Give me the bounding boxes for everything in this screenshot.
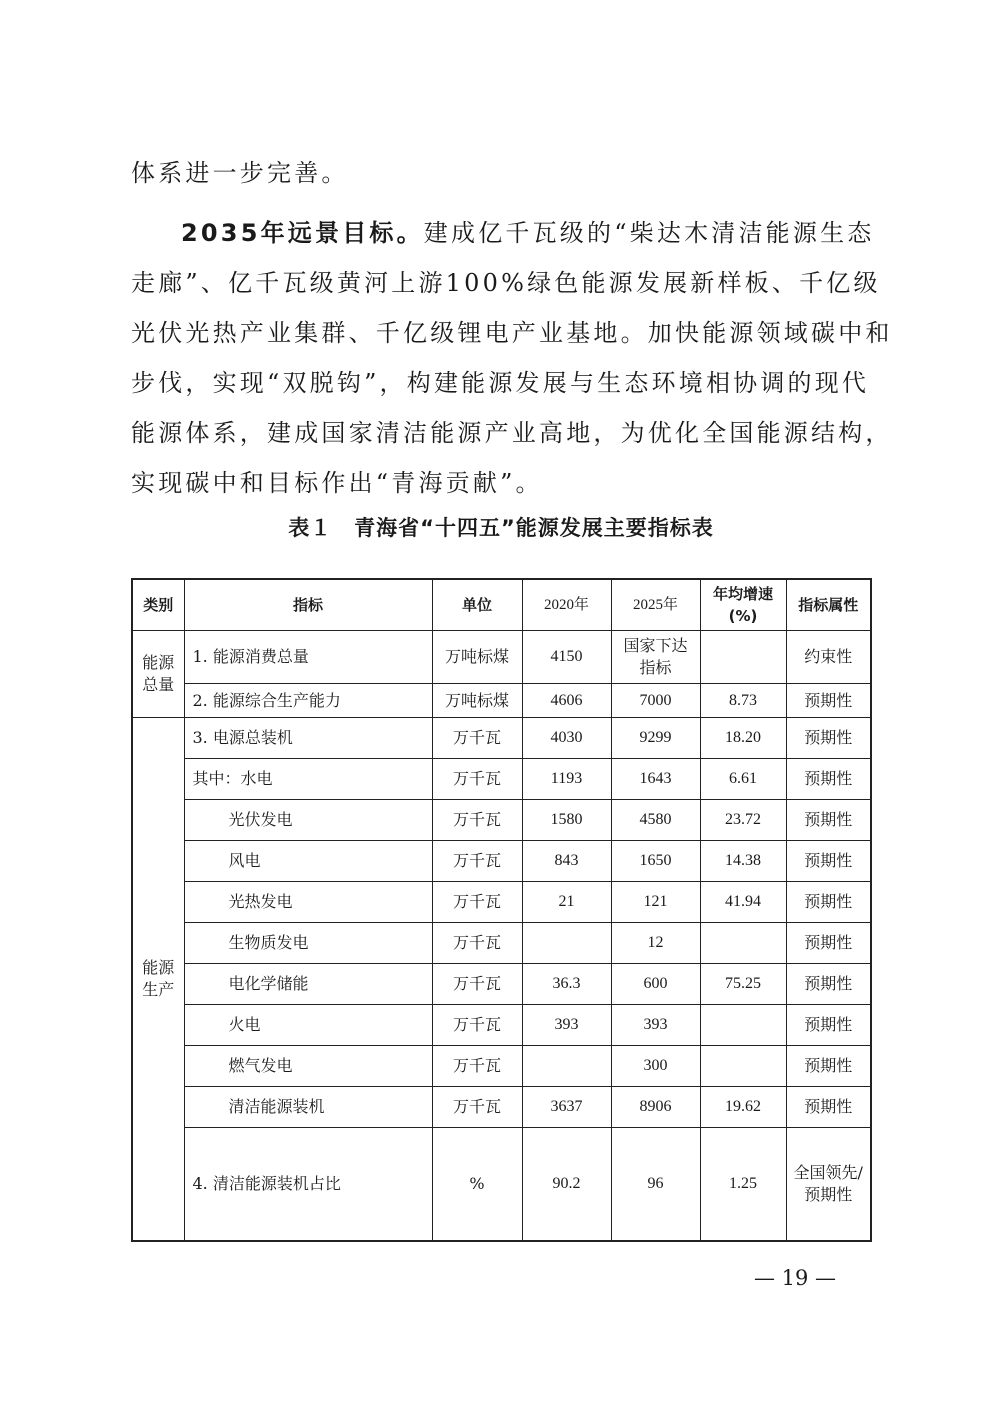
value-2020-cell: 4150: [522, 631, 611, 684]
table-row: [132, 1005, 871, 1046]
indicator-cell: 电化学储能: [184, 964, 432, 1005]
value-2020-cell: 1193: [522, 759, 611, 800]
unit-cell: 万千瓦: [432, 800, 522, 841]
attribute-cell: 预期性: [786, 684, 871, 718]
indicator-cell: 其中：水电: [184, 759, 432, 800]
header-category: 类别: [132, 579, 184, 631]
growth-cell: 75.25: [700, 964, 786, 1005]
growth-cell: 1.25: [700, 1128, 786, 1241]
paragraph-continuation: [131, 148, 871, 198]
text-line: 实现碳中和目标作出“青海贡献”。: [131, 469, 543, 497]
value-2020-cell: 393: [522, 1005, 611, 1046]
value-2025-cell: 1643: [611, 759, 700, 800]
value-2020-cell: 843: [522, 841, 611, 882]
value-2025-cell: [611, 631, 700, 684]
table-row: [132, 718, 871, 759]
attribute-cell: 预期性: [786, 1046, 871, 1087]
attribute-cell: 约束性: [786, 631, 871, 684]
indicator-cell: 光伏发电: [184, 800, 432, 841]
attribute-cell: 预期性: [786, 759, 871, 800]
table-header-row: [132, 579, 871, 631]
category-cell: [132, 718, 184, 1241]
growth-cell: [700, 631, 786, 684]
text-line: 光伏光热产业集群、千亿级锂电产业基地。加快能源领域碳中和: [131, 319, 893, 347]
header-indicator: 指标: [184, 579, 432, 631]
value-2025-cell: 4580: [611, 800, 700, 841]
attribute-cell: 预期性: [786, 718, 871, 759]
indicator-cell: 清洁能源装机: [184, 1087, 432, 1128]
table-row: [132, 1046, 871, 1087]
unit-cell: 万吨标煤: [432, 684, 522, 718]
attribute-cell: 预期性: [786, 882, 871, 923]
unit-cell: %: [432, 1128, 522, 1241]
category-line: 总量: [142, 675, 175, 694]
attribute-cell: 预期性: [786, 1087, 871, 1128]
attribute-cell: [786, 1128, 871, 1241]
indicator-cell: 风电: [184, 841, 432, 882]
value-2020-cell: 3637: [522, 1087, 611, 1128]
header-attribute: 指标属性: [786, 579, 871, 631]
table-row: [132, 631, 871, 684]
value-2020-cell: 90.2: [522, 1128, 611, 1241]
unit-cell: 万千瓦: [432, 882, 522, 923]
value-2020-cell: 21: [522, 882, 611, 923]
unit-cell: 万千瓦: [432, 1046, 522, 1087]
category-line: 生产: [142, 979, 175, 999]
attribute-cell: 预期性: [786, 923, 871, 964]
value-2025-cell: 12: [611, 923, 700, 964]
goal-first-line-rest: 建成亿千瓦级的“柴达木清洁能源生态: [423, 219, 875, 247]
value-2020-cell: 4606: [522, 684, 611, 718]
table-row: [132, 759, 871, 800]
page-number: — 19 —: [753, 1266, 837, 1290]
header-2025: 2025年: [611, 579, 700, 631]
table-row: [132, 882, 871, 923]
value-2020-cell: 1580: [522, 800, 611, 841]
table-row: [132, 1128, 871, 1241]
table-caption: 表１ 青海省“十四五”能源发展主要指标表: [288, 516, 714, 540]
value-2020-cell: [522, 923, 611, 964]
text-line: [131, 208, 875, 258]
unit-cell: 万千瓦: [432, 923, 522, 964]
indicator-cell: 燃气发电: [184, 1046, 432, 1087]
value-2025-cell: 300: [611, 1046, 700, 1087]
header-unit: 单位: [432, 579, 522, 631]
paragraph-2035-goal: [131, 208, 893, 508]
growth-cell: 6.61: [700, 759, 786, 800]
indicator-cell: 光热发电: [184, 882, 432, 923]
value-2020-cell: [522, 1046, 611, 1087]
attribute-cell: 预期性: [786, 964, 871, 1005]
indicator-cell: 1. 能源消费总量: [184, 631, 432, 684]
indicator-cell: 2. 能源综合生产能力: [184, 684, 432, 718]
growth-cell: 18.20: [700, 718, 786, 759]
indicator-cell: 3. 电源总装机: [184, 718, 432, 759]
value-2025-cell: 1650: [611, 841, 700, 882]
indicator-cell: 火电: [184, 1005, 432, 1046]
text-line: 走廊”、亿千瓦级黄河上游100%绿色能源发展新样板、千亿级: [131, 269, 881, 297]
growth-cell: 41.94: [700, 882, 786, 923]
growth-cell: 19.62: [700, 1087, 786, 1128]
unit-cell: 万千瓦: [432, 1087, 522, 1128]
header-growth-line2: (%): [728, 607, 758, 625]
category-cell: [132, 631, 184, 718]
energy-indicators-table: [131, 578, 872, 1242]
indicator-cell: 生物质发电: [184, 923, 432, 964]
unit-cell: 万千瓦: [432, 718, 522, 759]
value-2025-cell: 600: [611, 964, 700, 1005]
unit-cell: 万千瓦: [432, 759, 522, 800]
unit-cell: 万千瓦: [432, 964, 522, 1005]
growth-cell: 8.73: [700, 684, 786, 718]
value-2020-cell: 36.3: [522, 964, 611, 1005]
table-row: [132, 964, 871, 1005]
table-row: [132, 841, 871, 882]
growth-cell: [700, 1046, 786, 1087]
header-growth-line1: 年均增速: [712, 585, 773, 603]
attribute-cell: 预期性: [786, 800, 871, 841]
value-2025-cell: 7000: [611, 684, 700, 718]
unit-cell: 万千瓦: [432, 1005, 522, 1046]
unit-cell: 万千瓦: [432, 841, 522, 882]
text-line: 步伐，实现“双脱钩”，构建能源发展与生态环境相协调的现代: [131, 369, 870, 397]
growth-cell: [700, 1005, 786, 1046]
category-line: 能源: [142, 957, 175, 977]
value-2025-cell: 96: [611, 1128, 700, 1241]
attribute-cell: 预期性: [786, 1005, 871, 1046]
text-line: 体系进一步完善。: [131, 159, 349, 187]
table-row: [132, 923, 871, 964]
category-line: 能源: [142, 653, 175, 672]
value-2025-cell: 393: [611, 1005, 700, 1046]
growth-cell: [700, 923, 786, 964]
value-2025-cell: 121: [611, 882, 700, 923]
value-2025-line: 指标: [639, 658, 672, 677]
goal-lead: 2035年远景目标。: [181, 219, 424, 247]
table-row: [132, 800, 871, 841]
table-row: [132, 1087, 871, 1128]
value-2025-cell: 9299: [611, 718, 700, 759]
value-2025-cell: 8906: [611, 1087, 700, 1128]
growth-cell: 14.38: [700, 841, 786, 882]
text-line: 能源体系，建成国家清洁能源产业高地，为优化全国能源结构，: [131, 419, 893, 447]
unit-cell: 万吨标煤: [432, 631, 522, 684]
growth-cell: 23.72: [700, 800, 786, 841]
attribute-line: 预期性: [804, 1184, 853, 1204]
table-row: [132, 684, 871, 718]
header-2020: 2020年: [522, 579, 611, 631]
header-growth: [700, 579, 786, 631]
value-2025-line: 国家下达: [623, 636, 688, 655]
indicator-cell: 4. 清洁能源装机占比: [184, 1128, 432, 1241]
attribute-cell: 预期性: [786, 841, 871, 882]
value-2020-cell: 4030: [522, 718, 611, 759]
attribute-line: 全国领先/: [793, 1162, 863, 1182]
